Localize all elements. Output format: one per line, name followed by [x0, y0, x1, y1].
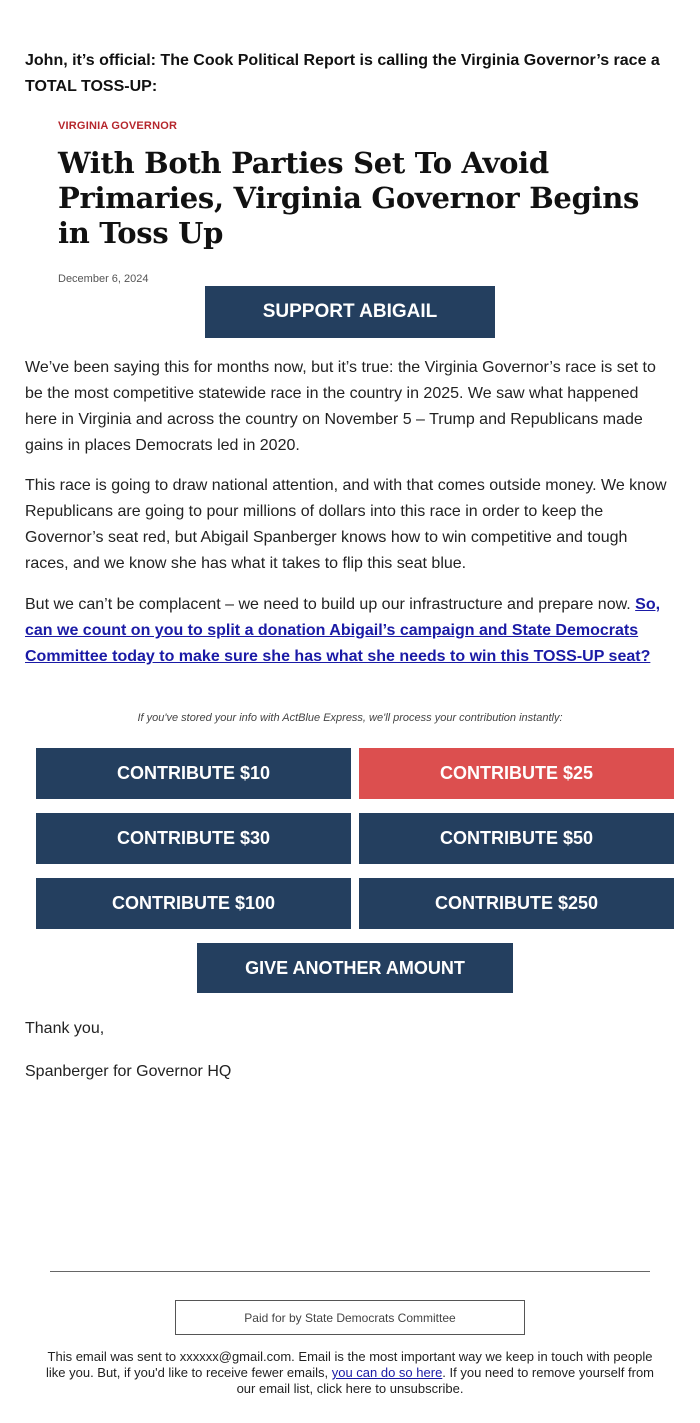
paid-for-box: Paid for by State Democrats Committee — [175, 1300, 525, 1335]
footer-text — [45, 1349, 655, 1397]
article-date: December 6, 2024 — [58, 273, 149, 285]
body-paragraph-3 — [25, 592, 673, 670]
contribute-30-button[interactable]: CONTRIBUTE $30 — [36, 813, 351, 864]
donate-split-link[interactable]: So, can we count on you to split a donation Abigail’s campaign and State Democrats Committee today to make sure she has what she needs to win this TOSS-UP seat? — [25, 596, 661, 665]
body-paragraph-1: We’ve been saying this for months now, but it’s true: the Virginia Governor’s race is set to be the most competitive statewide race in the country in 2025. We saw what happened here in Virginia and across the country on November 5 – Trump and Republicans made gains in places Democrats led in 2020. — [25, 359, 656, 454]
contribute-100-button[interactable]: CONTRIBUTE $100 — [36, 878, 351, 929]
article-kicker: VIRGINIA GOVERNOR — [58, 120, 178, 132]
support-abigail-button[interactable]: SUPPORT ABIGAIL — [205, 286, 495, 338]
article-card[interactable] — [58, 120, 668, 285]
intro-heading: John, it’s official: The Cook Political Report is calling the Virginia Governor’s race a TOTAL TOSS-UP: — [25, 52, 660, 95]
signoff-thanks: Thank you, — [25, 1020, 105, 1037]
body-paragraph-2: This race is going to draw national attention, and with that comes outside money. We know Republicans are going to pour millions of dollars into this race in order to keep the Governor’s seat red, but Abigail Spanberger knows how to win competitive and tough races, and we know she has what it takes to flip this seat blue. — [25, 477, 667, 572]
fewer-emails-link[interactable]: you can do so here — [331, 1365, 443, 1380]
footer-text-before: This email was sent to xxxxxx@gmail.com. Email is the most important way we keep in touch with people like you. But, if you'd like to receive fewer emails, — [45, 1349, 653, 1380]
body-paragraph-3-text: But we can’t be complacent – we need to build up our infrastructure and prepare now. — [25, 596, 631, 613]
contribute-50-button[interactable]: CONTRIBUTE $50 — [359, 813, 674, 864]
give-another-amount-button[interactable]: GIVE ANOTHER AMOUNT — [197, 943, 513, 993]
signoff-from: Spanberger for Governor HQ — [25, 1063, 232, 1080]
contribute-250-button[interactable]: CONTRIBUTE $250 — [359, 878, 674, 929]
actblue-express-note: If you've stored your info with ActBlue Express, we'll process your contribution instantly: — [137, 712, 563, 724]
contribute-10-button[interactable]: CONTRIBUTE $10 — [36, 748, 351, 799]
footer-divider — [50, 1271, 650, 1272]
footer-text-after: . If you need to remove yourself from our email list, click here to unsubscribe. — [236, 1365, 655, 1396]
article-headline: With Both Parties Set To Avoid Primaries, Virginia Governor Begins in Toss Up — [58, 146, 640, 250]
contribute-25-button[interactable]: CONTRIBUTE $25 — [359, 748, 674, 799]
